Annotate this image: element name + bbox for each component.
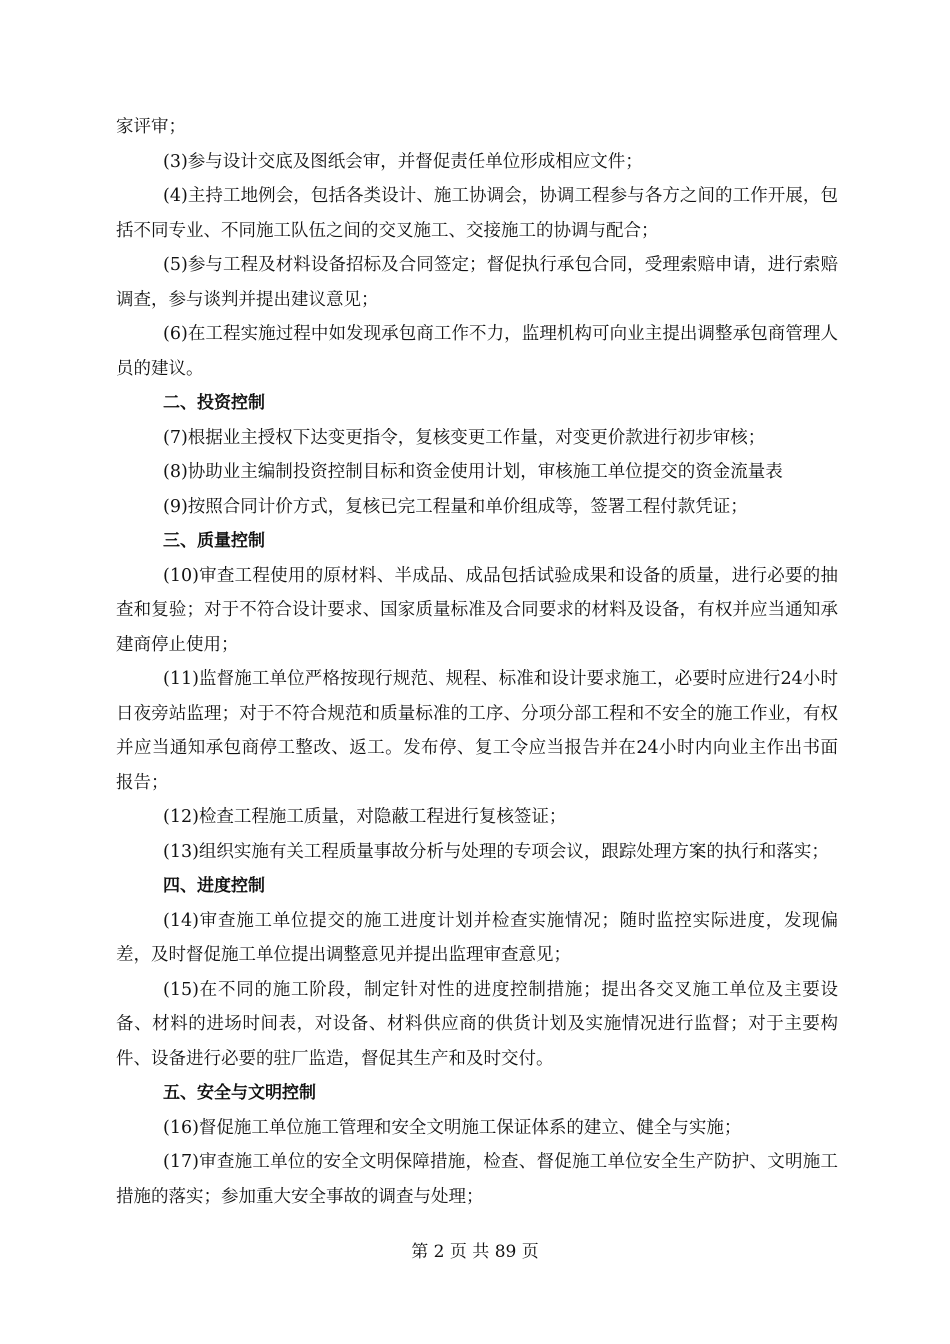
document-body — [116, 110, 838, 1214]
paragraph: (9)按照合同计价方式，复核已完工程量和单价组成等，签署工程付款凭证； — [163, 496, 748, 517]
paragraph: (5)参与工程及材料设备招标及合同签定；督促执行承包合同，受理索赔申请，进行索赔调查，参与谈判并提出建议意见； — [116, 255, 838, 310]
paragraph: (14)审查施工单位提交的施工进度计划并检查实施情况；随时监控实际进度，发现偏差，及时督促施工单位提出调整意见并提出监理审查意见； — [116, 910, 838, 965]
paragraph: 家评审； — [116, 117, 186, 137]
paragraph: (3)参与设计交底及图纸会审，并督促责任单位形成相应文件； — [163, 151, 643, 172]
paragraph: (8)协助业主编制投资控制目标和资金使用计划，审核施工单位提交的资金流量表 — [163, 462, 783, 482]
page-footer — [0, 1240, 950, 1264]
paragraph: (4)主持工地例会，包括各类设计、施工协调会，协调工程参与各方之间的工作开展，包括不同专业、不同施工队伍之间的交叉施工、交接施工的协调与配合； — [116, 186, 838, 241]
paragraph: (10)审查工程使用的原材料、半成品、成品包括试验成果和设备的质量，进行必要的抽查和复验；对于不符合设计要求、国家质量标准及合同要求的材料及设备，有权并应当通知承建商停止使用； — [116, 565, 838, 655]
paragraph: (17)审查施工单位的安全文明保障措施，检查、督促施工单位安全生产防护、文明施工措施的落实；参加重大安全事故的调查与处理； — [116, 1152, 838, 1207]
paragraph: (16)督促施工单位施工管理和安全文明施工保证体系的建立、健全与实施； — [163, 1117, 742, 1138]
paragraph: (11)监督施工单位严格按现行规范、规程、标准和设计要求施工，必要时应进行24小时日夜旁站监理；对于不符合规范和质量标准的工序、分项分部工程和不安全的施工作业，有权并应当通知承包商停工整改、返工。发布停、复工令应当报告并在24小时内向业主作出书面报告； — [116, 669, 838, 793]
section-heading: 五、安全与文明控制 — [163, 1083, 316, 1103]
paragraph: (13)组织实施有关工程质量事故分析与处理的专项会议，跟踪处理方案的执行和落实； — [163, 841, 829, 862]
section-heading: 二、投资控制 — [163, 393, 265, 413]
section-heading: 四、进度控制 — [163, 876, 265, 896]
paragraph: (6)在工程实施过程中如发现承包商工作不力，监理机构可向业主提出调整承包商管理人员的建议。 — [116, 324, 838, 379]
page-number: 第 2 页 共 89 页 — [411, 1242, 539, 1262]
section-heading: 三、质量控制 — [163, 531, 265, 551]
paragraph: (15)在不同的施工阶段，制定针对性的进度控制措施；提出各交叉施工单位及主要设备、材料的进场时间表，对设备、材料供应商的供货计划及实施情况进行监督；对于主要构件、设备进行必要的驻厂监造，督促其生产和及时交付。 — [116, 979, 838, 1069]
paragraph: (12)检查工程施工质量，对隐蔽工程进行复核签证； — [163, 807, 567, 827]
paragraph: (7)根据业主授权下达变更指令，复核变更工作量，对变更价款进行初步审核； — [163, 427, 766, 448]
